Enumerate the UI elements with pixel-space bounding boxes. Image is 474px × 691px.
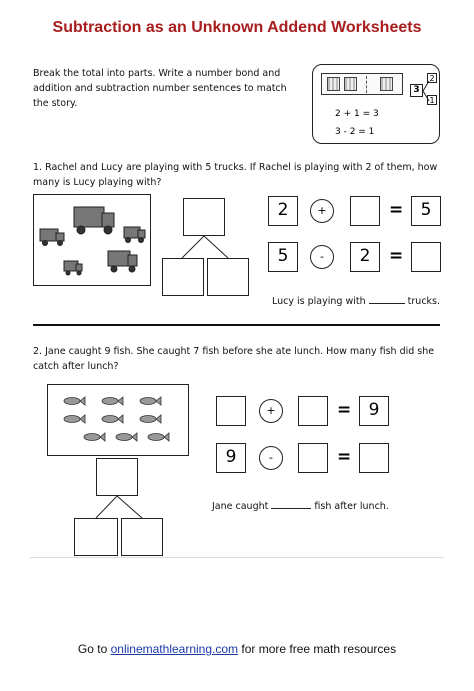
answer-sentence (272, 294, 440, 309)
footer-link[interactable]: onlinemathlearning.com (110, 642, 239, 656)
plus-operator: + (310, 199, 334, 223)
equation-box[interactable]: 5 (268, 242, 298, 272)
footer-prefix: Go to (77, 642, 108, 656)
gift-icon (380, 77, 393, 91)
answer-blank[interactable] (271, 500, 311, 509)
example-box (312, 64, 440, 144)
equation-box[interactable]: 5 (411, 196, 441, 226)
truck-icon (34, 195, 150, 285)
plus-operator: + (259, 399, 283, 423)
instructions: Break the total into parts. Write a number bond and addition and subtraction number sentences to match the story. (33, 68, 287, 109)
example-part-a: 2 (427, 73, 437, 83)
answer-prefix: Jane caught (212, 501, 269, 512)
question-2-text: 2. Jane caught 9 fish. She caught 7 fish before she ate lunch. How many fish did she catch after lunch? (33, 346, 435, 372)
footer-suffix: for more free math resources (241, 642, 397, 656)
bond-whole-box[interactable] (96, 458, 138, 496)
equation-box[interactable] (298, 443, 328, 473)
example-part-b: 1 (427, 95, 437, 105)
equation-box[interactable]: 9 (359, 396, 389, 426)
bond-lines (92, 496, 152, 518)
bond-lines (178, 236, 238, 258)
fish-picture (47, 384, 189, 456)
equation-box[interactable] (411, 242, 441, 272)
gift-icon (344, 77, 357, 91)
bond-whole-box[interactable] (183, 198, 225, 236)
example-whole: 3 (410, 84, 423, 97)
question-1-text: 1. Rachel and Lucy are playing with 5 trucks. If Rachel is playing with 2 of them, how many is Lucy playing with? (33, 162, 438, 188)
equation-box[interactable] (359, 443, 389, 473)
footer (0, 642, 474, 656)
equation-box[interactable] (298, 396, 328, 426)
equation-box[interactable]: 2 (350, 242, 380, 272)
equation-box[interactable] (350, 196, 380, 226)
equals-sign: = (389, 200, 404, 220)
equals-sign: = (337, 447, 352, 467)
answer-suffix: fish after lunch. (314, 501, 389, 512)
bond-part-box[interactable] (121, 518, 163, 556)
bond-part-box[interactable] (162, 258, 204, 296)
equation-box[interactable] (216, 396, 246, 426)
page-title: Subtraction as an Unknown Addend Worksheets (52, 19, 422, 36)
bond-part-box[interactable] (74, 518, 118, 556)
bond-part-box[interactable] (207, 258, 249, 296)
example-picture (321, 73, 403, 95)
section-divider (33, 324, 440, 326)
minus-operator: - (310, 245, 334, 269)
answer-suffix: trucks. (407, 296, 441, 307)
bottom-rule (30, 557, 444, 558)
example-subtraction: 3 - 2 = 1 (335, 127, 375, 137)
minus-operator: - (259, 446, 283, 470)
equals-sign: = (337, 400, 352, 420)
equation-box[interactable]: 2 (268, 196, 298, 226)
example-addition: 2 + 1 = 3 (335, 109, 379, 119)
trucks-picture (33, 194, 151, 286)
answer-prefix: Lucy is playing with (272, 296, 366, 307)
gift-icon (327, 77, 340, 91)
fish-icon (48, 385, 188, 455)
answer-blank[interactable] (369, 295, 405, 304)
answer-sentence (212, 499, 389, 514)
equals-sign: = (389, 246, 404, 266)
equation-box[interactable]: 9 (216, 443, 246, 473)
divider-line (366, 76, 367, 93)
